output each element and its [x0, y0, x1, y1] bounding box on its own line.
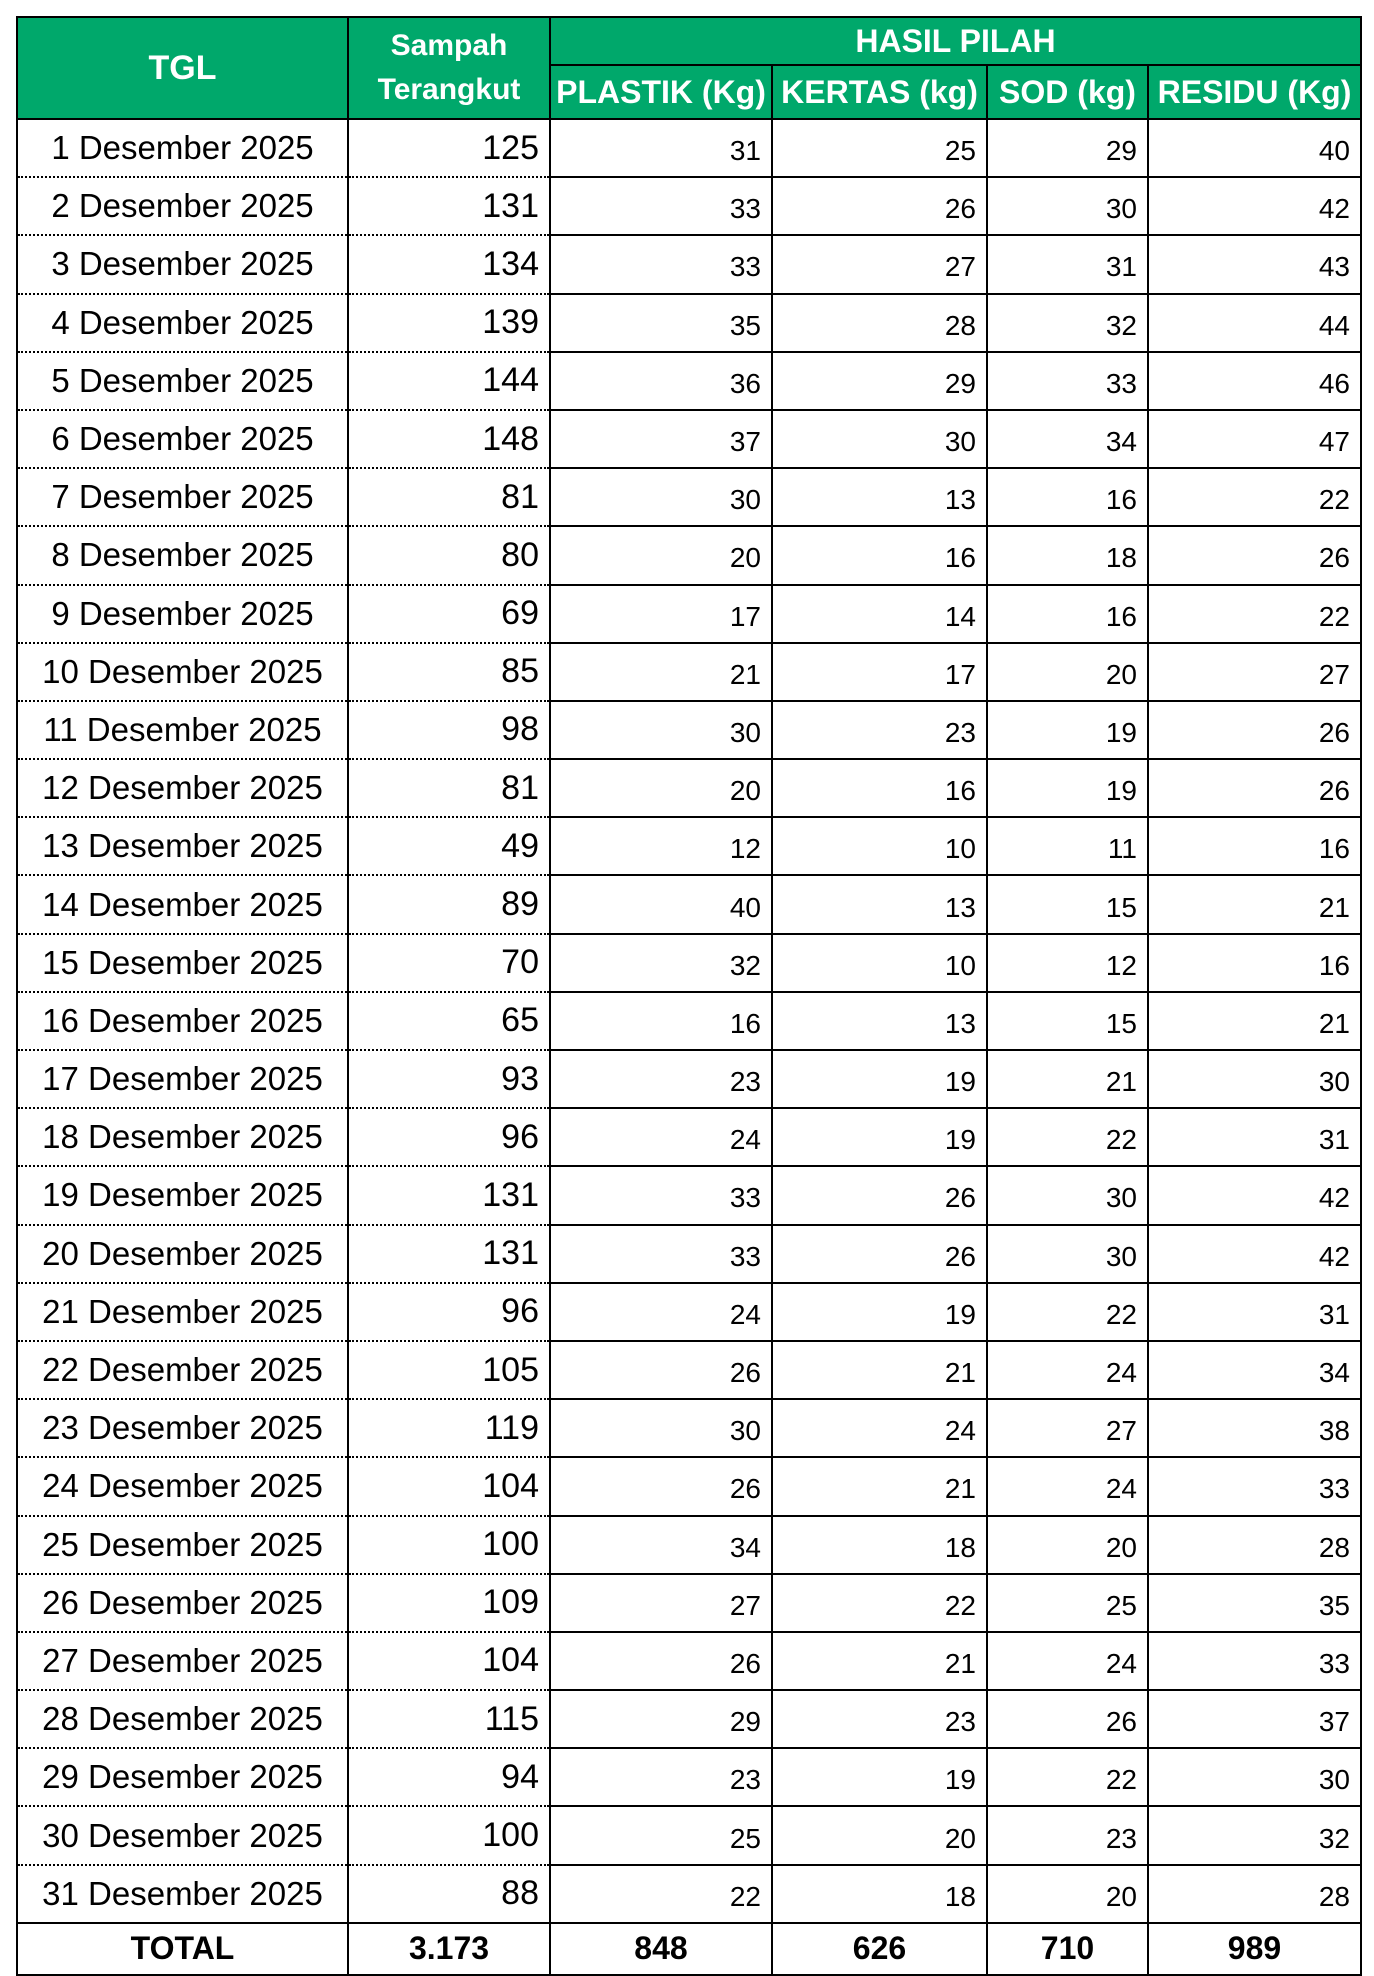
cell-tgl: 4 Desember 2025	[17, 294, 348, 352]
cell-residu: 42	[1148, 1225, 1361, 1283]
table-row	[17, 526, 1361, 584]
cell-residu: 16	[1148, 817, 1361, 875]
table-row	[17, 410, 1361, 468]
cell-sod: 18	[987, 526, 1148, 584]
cell-sod: 19	[987, 759, 1148, 817]
cell-kertas: 19	[772, 1050, 987, 1108]
table-row	[17, 235, 1361, 293]
waste-sorting-table	[16, 16, 1362, 1976]
header-tgl: TGL	[17, 17, 348, 119]
cell-kertas: 22	[772, 1574, 987, 1632]
cell-sod: 22	[987, 1283, 1148, 1341]
cell-tgl: 24 Desember 2025	[17, 1457, 348, 1515]
cell-sampah: 148	[348, 410, 550, 468]
cell-sampah: 100	[348, 1516, 550, 1574]
cell-residu: 33	[1148, 1632, 1361, 1690]
table-row	[17, 1166, 1361, 1224]
cell-tgl: 6 Desember 2025	[17, 410, 348, 468]
cell-residu: 38	[1148, 1399, 1361, 1457]
cell-sampah: 119	[348, 1399, 550, 1457]
cell-kertas: 13	[772, 468, 987, 526]
cell-plastik: 25	[550, 1806, 772, 1864]
table-row	[17, 875, 1361, 933]
cell-tgl: 26 Desember 2025	[17, 1574, 348, 1632]
cell-tgl: 19 Desember 2025	[17, 1166, 348, 1224]
cell-sod: 33	[987, 352, 1148, 410]
cell-sod: 30	[987, 177, 1148, 235]
cell-plastik: 32	[550, 934, 772, 992]
cell-sampah: 134	[348, 235, 550, 293]
cell-plastik: 12	[550, 817, 772, 875]
cell-sampah: 89	[348, 875, 550, 933]
cell-tgl: 23 Desember 2025	[17, 1399, 348, 1457]
table-row	[17, 1748, 1361, 1806]
cell-kertas: 16	[772, 759, 987, 817]
cell-kertas: 27	[772, 235, 987, 293]
cell-kertas: 19	[772, 1748, 987, 1806]
cell-kertas: 10	[772, 934, 987, 992]
cell-tgl: 10 Desember 2025	[17, 643, 348, 701]
cell-kertas: 30	[772, 410, 987, 468]
cell-tgl: 21 Desember 2025	[17, 1283, 348, 1341]
cell-sampah: 131	[348, 1166, 550, 1224]
cell-sod: 20	[987, 643, 1148, 701]
cell-plastik: 16	[550, 992, 772, 1050]
cell-tgl: 20 Desember 2025	[17, 1225, 348, 1283]
cell-residu: 47	[1148, 410, 1361, 468]
table-row	[17, 1399, 1361, 1457]
cell-residu: 28	[1148, 1865, 1361, 1923]
cell-residu: 42	[1148, 1166, 1361, 1224]
cell-kertas: 17	[772, 643, 987, 701]
header-sod: SOD (kg)	[987, 65, 1148, 119]
cell-sod: 24	[987, 1632, 1148, 1690]
cell-sod: 25	[987, 1574, 1148, 1632]
cell-residu: 31	[1148, 1283, 1361, 1341]
cell-plastik: 27	[550, 1574, 772, 1632]
table-row	[17, 119, 1361, 177]
cell-sampah: 131	[348, 177, 550, 235]
cell-sampah: 131	[348, 1225, 550, 1283]
cell-sampah: 93	[348, 1050, 550, 1108]
cell-tgl: 3 Desember 2025	[17, 235, 348, 293]
cell-plastik: 37	[550, 410, 772, 468]
cell-tgl: 11 Desember 2025	[17, 701, 348, 759]
cell-plastik: 35	[550, 294, 772, 352]
cell-plastik: 34	[550, 1516, 772, 1574]
cell-residu: 30	[1148, 1748, 1361, 1806]
cell-sampah: 81	[348, 468, 550, 526]
cell-sod: 30	[987, 1166, 1148, 1224]
cell-plastik: 30	[550, 701, 772, 759]
table-row	[17, 294, 1361, 352]
cell-plastik: 17	[550, 585, 772, 643]
cell-sampah: 144	[348, 352, 550, 410]
cell-sod: 24	[987, 1457, 1148, 1515]
header-plastik: PLASTIK (Kg)	[550, 65, 772, 119]
header-residu: RESIDU (Kg)	[1148, 65, 1361, 119]
cell-residu: 46	[1148, 352, 1361, 410]
cell-kertas: 10	[772, 817, 987, 875]
cell-tgl: 16 Desember 2025	[17, 992, 348, 1050]
cell-sod: 27	[987, 1399, 1148, 1457]
cell-tgl: 28 Desember 2025	[17, 1690, 348, 1748]
cell-sod: 29	[987, 119, 1148, 177]
table-row	[17, 1574, 1361, 1632]
cell-residu: 32	[1148, 1806, 1361, 1864]
table-row	[17, 1457, 1361, 1515]
cell-residu: 42	[1148, 177, 1361, 235]
cell-residu: 44	[1148, 294, 1361, 352]
total-sampah: 3.173	[348, 1923, 550, 1975]
cell-residu: 26	[1148, 759, 1361, 817]
cell-kertas: 13	[772, 875, 987, 933]
cell-kertas: 20	[772, 1806, 987, 1864]
cell-sod: 16	[987, 468, 1148, 526]
cell-plastik: 33	[550, 1166, 772, 1224]
table-row	[17, 1516, 1361, 1574]
cell-kertas: 16	[772, 526, 987, 584]
cell-sod: 20	[987, 1516, 1148, 1574]
cell-sampah: 85	[348, 643, 550, 701]
cell-tgl: 5 Desember 2025	[17, 352, 348, 410]
cell-sod: 11	[987, 817, 1148, 875]
cell-tgl: 12 Desember 2025	[17, 759, 348, 817]
header-hasil-pilah: HASIL PILAH	[550, 17, 1361, 65]
table-row	[17, 992, 1361, 1050]
cell-residu: 21	[1148, 875, 1361, 933]
cell-sod: 12	[987, 934, 1148, 992]
cell-tgl: 30 Desember 2025	[17, 1806, 348, 1864]
cell-sod: 32	[987, 294, 1148, 352]
cell-tgl: 13 Desember 2025	[17, 817, 348, 875]
cell-plastik: 36	[550, 352, 772, 410]
cell-sampah: 80	[348, 526, 550, 584]
cell-residu: 40	[1148, 119, 1361, 177]
cell-tgl: 8 Desember 2025	[17, 526, 348, 584]
cell-tgl: 2 Desember 2025	[17, 177, 348, 235]
header-sampah-terangkut	[348, 17, 550, 119]
cell-sampah: 81	[348, 759, 550, 817]
cell-sod: 34	[987, 410, 1148, 468]
cell-tgl: 29 Desember 2025	[17, 1748, 348, 1806]
cell-kertas: 23	[772, 1690, 987, 1748]
cell-sampah: 104	[348, 1632, 550, 1690]
cell-sampah: 109	[348, 1574, 550, 1632]
cell-plastik: 26	[550, 1632, 772, 1690]
cell-plastik: 22	[550, 1865, 772, 1923]
cell-sod: 22	[987, 1748, 1148, 1806]
header-sampah-line1: Sampah	[390, 29, 508, 62]
cell-sampah: 65	[348, 992, 550, 1050]
cell-kertas: 18	[772, 1865, 987, 1923]
cell-sampah: 100	[348, 1806, 550, 1864]
cell-plastik: 23	[550, 1748, 772, 1806]
cell-plastik: 33	[550, 235, 772, 293]
cell-residu: 26	[1148, 526, 1361, 584]
table-row	[17, 1806, 1361, 1864]
cell-residu: 27	[1148, 643, 1361, 701]
table-row	[17, 1225, 1361, 1283]
cell-sod: 15	[987, 875, 1148, 933]
cell-kertas: 24	[772, 1399, 987, 1457]
cell-tgl: 1 Desember 2025	[17, 119, 348, 177]
cell-sampah: 139	[348, 294, 550, 352]
cell-kertas: 26	[772, 1166, 987, 1224]
total-label: TOTAL	[17, 1923, 348, 1975]
cell-plastik: 33	[550, 1225, 772, 1283]
cell-sod: 22	[987, 1108, 1148, 1166]
cell-kertas: 19	[772, 1108, 987, 1166]
cell-sod: 30	[987, 1225, 1148, 1283]
cell-kertas: 21	[772, 1341, 987, 1399]
cell-plastik: 20	[550, 759, 772, 817]
cell-plastik: 30	[550, 468, 772, 526]
cell-sampah: 94	[348, 1748, 550, 1806]
cell-sod: 31	[987, 235, 1148, 293]
table-row	[17, 643, 1361, 701]
cell-plastik: 21	[550, 643, 772, 701]
table-row	[17, 1690, 1361, 1748]
cell-residu: 33	[1148, 1457, 1361, 1515]
cell-kertas: 21	[772, 1632, 987, 1690]
cell-plastik: 24	[550, 1108, 772, 1166]
table-row	[17, 468, 1361, 526]
cell-plastik: 33	[550, 177, 772, 235]
cell-plastik: 40	[550, 875, 772, 933]
table-row	[17, 1050, 1361, 1108]
table-row	[17, 1632, 1361, 1690]
cell-residu: 37	[1148, 1690, 1361, 1748]
cell-sampah: 70	[348, 934, 550, 992]
table-row	[17, 585, 1361, 643]
cell-tgl: 9 Desember 2025	[17, 585, 348, 643]
cell-tgl: 25 Desember 2025	[17, 1516, 348, 1574]
cell-tgl: 15 Desember 2025	[17, 934, 348, 992]
cell-plastik: 24	[550, 1283, 772, 1341]
cell-sampah: 105	[348, 1341, 550, 1399]
cell-tgl: 18 Desember 2025	[17, 1108, 348, 1166]
table-row	[17, 1341, 1361, 1399]
cell-residu: 26	[1148, 701, 1361, 759]
cell-kertas: 18	[772, 1516, 987, 1574]
table-row	[17, 934, 1361, 992]
cell-tgl: 22 Desember 2025	[17, 1341, 348, 1399]
cell-sod: 15	[987, 992, 1148, 1050]
cell-sod: 19	[987, 701, 1148, 759]
table-row	[17, 1283, 1361, 1341]
cell-sampah: 96	[348, 1108, 550, 1166]
cell-sod: 16	[987, 585, 1148, 643]
total-row	[17, 1923, 1361, 1975]
cell-tgl: 27 Desember 2025	[17, 1632, 348, 1690]
cell-sampah: 69	[348, 585, 550, 643]
cell-residu: 28	[1148, 1516, 1361, 1574]
total-residu: 989	[1148, 1923, 1361, 1975]
cell-plastik: 23	[550, 1050, 772, 1108]
cell-residu: 34	[1148, 1341, 1361, 1399]
total-kertas: 626	[772, 1923, 987, 1975]
cell-plastik: 26	[550, 1341, 772, 1399]
cell-kertas: 21	[772, 1457, 987, 1515]
cell-sampah: 98	[348, 701, 550, 759]
cell-sod: 21	[987, 1050, 1148, 1108]
cell-kertas: 19	[772, 1283, 987, 1341]
cell-sampah: 125	[348, 119, 550, 177]
header-sampah-line2: Terangkut	[377, 73, 521, 106]
cell-sampah: 88	[348, 1865, 550, 1923]
cell-tgl: 31 Desember 2025	[17, 1865, 348, 1923]
cell-residu: 22	[1148, 468, 1361, 526]
table-row	[17, 1108, 1361, 1166]
cell-sod: 20	[987, 1865, 1148, 1923]
table-row	[17, 352, 1361, 410]
cell-kertas: 28	[772, 294, 987, 352]
cell-sod: 23	[987, 1806, 1148, 1864]
cell-residu: 35	[1148, 1574, 1361, 1632]
cell-sampah: 49	[348, 817, 550, 875]
cell-kertas: 25	[772, 119, 987, 177]
cell-kertas: 14	[772, 585, 987, 643]
table-row	[17, 759, 1361, 817]
total-sod: 710	[987, 1923, 1148, 1975]
cell-plastik: 31	[550, 119, 772, 177]
cell-tgl: 14 Desember 2025	[17, 875, 348, 933]
cell-tgl: 17 Desember 2025	[17, 1050, 348, 1108]
cell-plastik: 30	[550, 1399, 772, 1457]
cell-residu: 21	[1148, 992, 1361, 1050]
cell-residu: 16	[1148, 934, 1361, 992]
cell-sod: 26	[987, 1690, 1148, 1748]
cell-plastik: 20	[550, 526, 772, 584]
cell-kertas: 29	[772, 352, 987, 410]
table-row	[17, 817, 1361, 875]
cell-sampah: 96	[348, 1283, 550, 1341]
cell-kertas: 26	[772, 177, 987, 235]
cell-kertas: 23	[772, 701, 987, 759]
cell-tgl: 7 Desember 2025	[17, 468, 348, 526]
total-plastik: 848	[550, 1923, 772, 1975]
cell-kertas: 26	[772, 1225, 987, 1283]
table-row	[17, 701, 1361, 759]
cell-sod: 24	[987, 1341, 1148, 1399]
cell-residu: 31	[1148, 1108, 1361, 1166]
cell-residu: 43	[1148, 235, 1361, 293]
cell-residu: 30	[1148, 1050, 1361, 1108]
table-body	[17, 119, 1361, 1923]
cell-plastik: 26	[550, 1457, 772, 1515]
cell-sampah: 104	[348, 1457, 550, 1515]
cell-kertas: 13	[772, 992, 987, 1050]
table-row	[17, 1865, 1361, 1923]
cell-sampah: 115	[348, 1690, 550, 1748]
header-kertas: KERTAS (kg)	[772, 65, 987, 119]
table-row	[17, 177, 1361, 235]
cell-residu: 22	[1148, 585, 1361, 643]
cell-plastik: 29	[550, 1690, 772, 1748]
